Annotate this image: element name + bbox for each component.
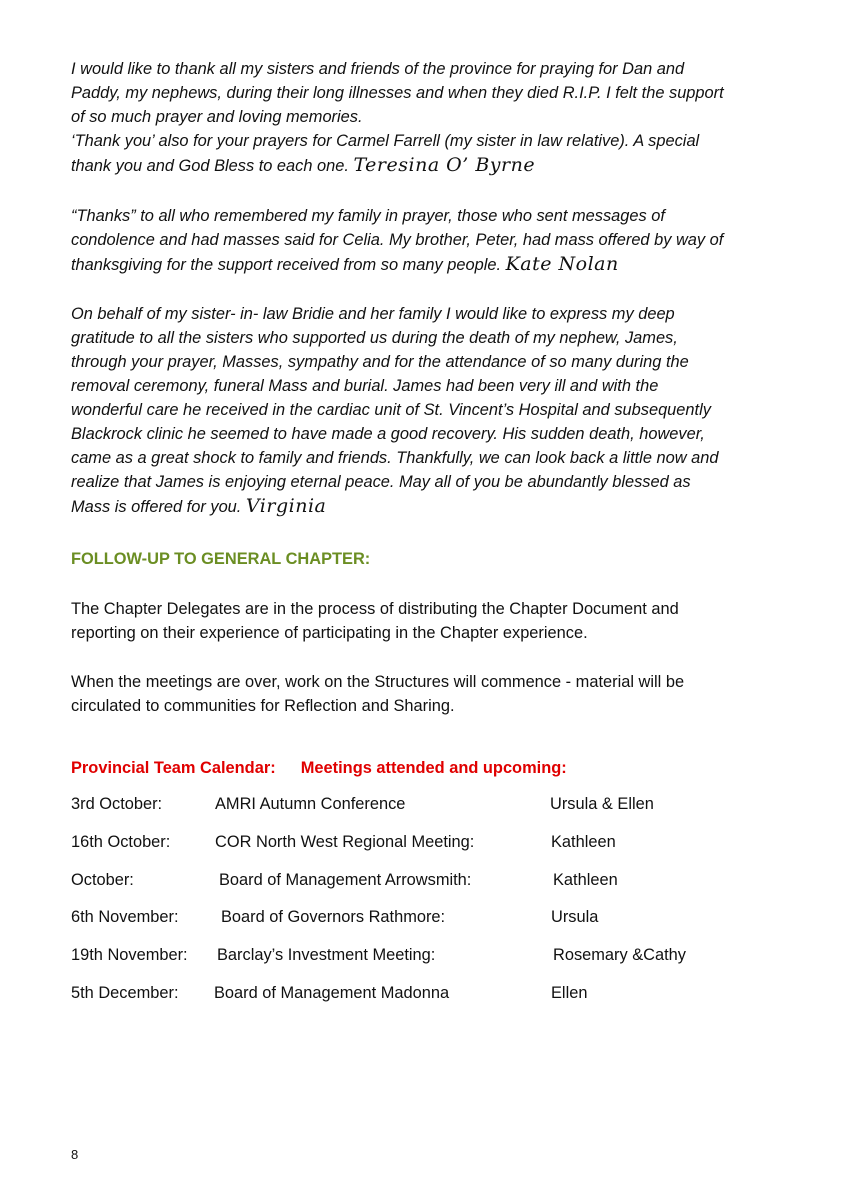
text-line: removal ceremony, funeral Mass and burial. James had been very ill and with the <box>71 377 659 395</box>
text-line: Paddy, my nephews, during their long illnesses and when they died R.I.P. I felt the support <box>71 84 724 102</box>
calendar-row <box>71 833 788 857</box>
calendar-date: 19th November: <box>71 946 188 964</box>
calendar-attendee: Kathleen <box>551 833 616 851</box>
thanks-note-1 <box>71 57 788 178</box>
calendar-date: October: <box>71 871 134 889</box>
text-line: Blackrock clinic he seemed to have made a good recovery. His sudden death, however, <box>71 425 705 443</box>
calendar-heading-left: Provincial Team Calendar: <box>71 759 276 777</box>
calendar-date: 6th November: <box>71 908 179 926</box>
text-line: Mass is offered for you. Virginia <box>71 495 327 517</box>
calendar-attendee: Ursula & Ellen <box>550 795 654 813</box>
calendar-attendee: Ursula <box>551 908 599 926</box>
calendar-event: AMRI Autumn Conference <box>215 795 406 813</box>
calendar-event: Board of Governors Rathmore: <box>221 908 446 926</box>
calendar-row <box>71 946 788 970</box>
text-line: reporting on their experience of participating in the Chapter experience. <box>71 624 588 642</box>
signature: Teresina O’ Byrne <box>353 154 536 176</box>
signature: Virginia <box>245 495 327 517</box>
calendar-event: Board of Management Madonna <box>214 984 450 1002</box>
text-line: wonderful care he received in the cardiac unit of St. Vincent’s Hospital and subsequently <box>71 401 711 419</box>
calendar-date: 3rd October: <box>71 795 163 813</box>
text-line: gratitude to all the sisters who supported us during the death of my nephew, James, <box>71 329 678 347</box>
text-line: thank you and God Bless to each one. Teresina O’ Byrne <box>71 154 536 176</box>
text-line: On behalf of my sister- in- law Bridie and her family I would like to express my deep <box>71 305 675 323</box>
calendar-event: Barclay’s Investment Meeting: <box>217 946 436 964</box>
text-line: ‘Thank you’ also for your prayers for Carmel Farrell (my sister in law relative). A special <box>71 132 700 150</box>
chapter-paragraph-2 <box>71 670 788 718</box>
text-line: circulated to communities for Reflection and Sharing. <box>71 697 455 715</box>
calendar-row <box>71 795 788 819</box>
text-line: I would like to thank all my sisters and friends of the province for praying for Dan and <box>71 60 685 78</box>
text-line: thanksgiving for the support received from so many people. Kate Nolan <box>71 253 619 275</box>
calendar-date: 16th October: <box>71 833 171 851</box>
calendar-heading <box>71 759 567 778</box>
text-line: The Chapter Delegates are in the process of distributing the Chapter Document and <box>71 600 679 618</box>
text-line: “Thanks” to all who remembered my family in prayer, those who sent messages of <box>71 207 665 225</box>
thanks-note-3 <box>71 302 788 519</box>
calendar-heading-right: Meetings attended and upcoming: <box>300 759 567 777</box>
signature: Kate Nolan <box>505 253 619 275</box>
thanks-note-2 <box>71 204 788 277</box>
chapter-paragraph-1 <box>71 597 788 645</box>
page-number: 8 <box>71 1147 79 1162</box>
calendar-attendee: Rosemary &Cathy <box>553 946 686 964</box>
calendar-event: COR North West Regional Meeting: <box>215 833 475 851</box>
calendar-attendee: Kathleen <box>553 871 618 889</box>
text-line: condolence and had masses said for Celia. My brother, Peter, had mass offered by way of <box>71 231 724 249</box>
section-heading-chapter: FOLLOW-UP TO GENERAL CHAPTER: <box>71 550 371 568</box>
calendar-date: 5th December: <box>71 984 179 1002</box>
calendar-row <box>71 984 788 1008</box>
text-line: When the meetings are over, work on the Structures will commence - material will be <box>71 673 685 691</box>
calendar-row <box>71 871 788 895</box>
text-line: of so much prayer and loving memories. <box>71 108 363 126</box>
text-line: came as a great shock to family and friends. Thankfully, we can look back a little now and <box>71 449 719 467</box>
calendar-row <box>71 908 788 932</box>
text-line: through your prayer, Masses, sympathy and for the attendance of so many during the <box>71 353 689 371</box>
calendar-event: Board of Management Arrowsmith: <box>219 871 472 889</box>
text-line: realize that James is enjoying eternal peace. May all of you be abundantly blessed as <box>71 473 691 491</box>
calendar-attendee: Ellen <box>551 984 588 1002</box>
